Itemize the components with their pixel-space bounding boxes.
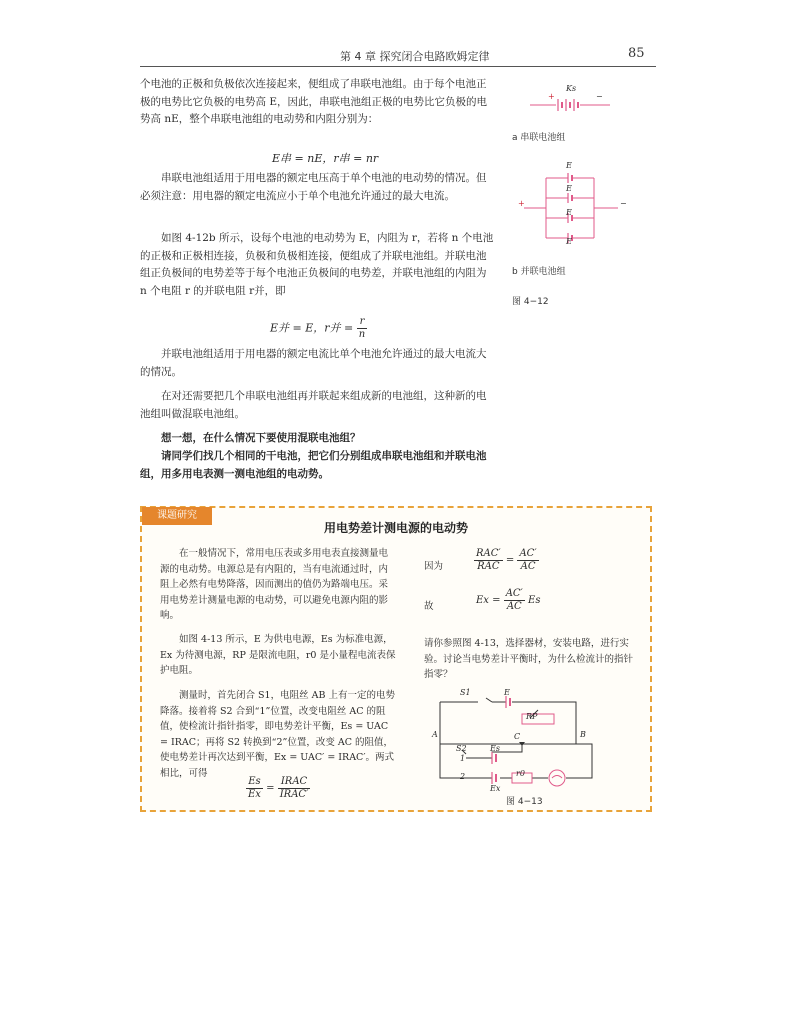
paragraph-mixed: 在对还需要把几个串联电池组再并联起来组成新的电池组，这种新的电池组叫做混联电池组。 (140, 390, 487, 420)
ratio-left-den: Ex (248, 789, 261, 800)
box-paragraph-procedure: 测量时，首先闭合 S1，电阻丝 AB 上有一定的电势降落。接着将 S2 合到“1”位置，改变电阻丝 AC 的阻值，使检流计指针指零，即电势差计平衡，Es = UAC = IRAC；再将 S2 转换到“2”位置，改变 AC 的阻值，使电势差计再次达到平衡，Ex = UAC′ = IRAC′。两式相比，可得 (160, 690, 395, 779)
fraction-denominator: n (358, 329, 366, 340)
ratio-right-num: IRAC (278, 776, 311, 789)
figure-4-13-caption: 图 4−13 (506, 797, 543, 807)
chapter-header: 第 4 章 探究闭合电路欧姆定律 (340, 50, 490, 63)
equals-sign: = (505, 555, 515, 566)
box-paragraph-figure: 如图 4-13 所示，E 为供电电源，Es 为标准电源，Ex 为待测电源，RP 是限流电阻，r0 是小量程电流表保护电阻。 (160, 634, 396, 676)
parallel-label-e-3: E (566, 208, 572, 217)
formula-parallel (270, 316, 367, 341)
parallel-label-e-1: E (566, 161, 572, 170)
circuit-label-rp: RP (526, 712, 538, 721)
ratio-right-fraction (278, 776, 311, 801)
ratio-left-fraction (246, 776, 263, 801)
because-right-num: AC′ (519, 548, 537, 559)
parallel-label-e-4: E (566, 237, 572, 246)
caption-parallel: b 并联电池组 (512, 267, 566, 277)
circuit-label-es: Es (490, 744, 500, 753)
paragraph-series-intro: 个电池的正极和负极依次连接起来，便组成了串联电池组。由于每个电池正极的电势比它负极的电势高 E，因此，串联电池组正极的电势比它负极的电势高 nE，整个串联电池组的电动势和内阻分别为： (140, 78, 488, 125)
formula-parallel-left: E并 = E，r并 = (270, 321, 354, 335)
so-label: 故 (424, 601, 434, 612)
parallel-label-e-2: E (566, 184, 572, 193)
box-formula-result (476, 588, 540, 613)
box-formula-ratio (246, 776, 310, 801)
because-left-den: RAC (477, 561, 500, 572)
caption-series: a 串联电池组 (512, 133, 566, 143)
research-title: 用电势差计测电源的电动势 (323, 521, 468, 535)
parallel-minus: − (620, 199, 627, 208)
circuit-label-b: B (580, 730, 586, 739)
paragraph-parallel-usage: 并联电池组适用于用电器的额定电流比单个电池允许通过的最大电流大的情况。 (140, 348, 487, 378)
circuit-label-ex: Ex (490, 784, 501, 793)
because-label: 因为 (424, 561, 444, 572)
circuit-label-a: A (432, 730, 438, 739)
ratio-left-num: Es (246, 776, 263, 789)
paragraph-series-usage: 串联电池组适用于用电器的额定电压高于单个电池的电动势的情况。但必须注意：用电器的额定电流应小于单个电池允许通过的最大电流。 (140, 172, 487, 202)
series-label-e: Ks (566, 84, 577, 93)
circuit-label-c: C (514, 732, 521, 741)
header-divider (140, 66, 656, 67)
series-minus: − (596, 92, 603, 101)
because-left-num: RAC′ (476, 548, 501, 559)
result-num: AC′ (505, 588, 523, 599)
box-formula-because (474, 548, 539, 573)
research-tag: 课题研究 (142, 507, 212, 525)
formula-parallel-fraction (357, 316, 367, 341)
circuit-label-r0: r0 (516, 769, 525, 778)
circuit-label-e: E (504, 688, 510, 697)
result-right: Es (528, 595, 541, 606)
result-left: Ex = (476, 595, 501, 606)
result-den: AC (506, 601, 522, 612)
parallel-plus: + (518, 199, 525, 208)
circuit-label-1: 1 (460, 754, 466, 763)
page-number: 85 (628, 46, 645, 61)
circuit-label-s1: S1 (460, 688, 471, 697)
because-right-fraction (517, 548, 538, 573)
fraction-numerator: r (357, 316, 367, 329)
activity-instruction: 请同学们找几个相同的干电池，把它们分别组成串联电池组和并联电池组，用多用电表测一测电池组的电动势。 (140, 450, 487, 480)
box-paragraph-task: 请你参照图 4-13，选择器材，安装电路，进行实验。讨论当电势差计平衡时，为什么检流计的指针指零？ (424, 638, 634, 680)
circuit-label-s2: S2 (456, 744, 467, 753)
figure-4-12-caption: 图 4−12 (512, 297, 549, 307)
equals-sign: = (266, 783, 275, 794)
series-plus: + (548, 92, 555, 101)
think-question: 想一想，在什么情况下要使用混联电池组？ (161, 432, 361, 444)
circuit-label-2: 2 (460, 772, 466, 781)
because-left-fraction (474, 548, 503, 573)
formula-series: E串 = nE，r串 = nr (272, 152, 379, 165)
because-right-den: AC (520, 561, 536, 572)
paragraph-parallel-intro: 如图 4-12b 所示，设每个电池的电动势为 E，内阻为 r，若将 n 个电池的正极和正极相连接，负极和负极相连接，便组成了并联电池组。并联电池组正负极间的电势差等于每个电池正负极间的电势差，并联电池组的内阻为 n 个电阻 r 的并联电阻 r并，即 (140, 232, 494, 297)
box-paragraph-intro: 在一般情况下，常用电压表或多用电表直接测量电源的电动势。电源总是有内阻的，当有电流通过时，内阻上必然有电势降落，因而测出的值仍为路端电压。采用电势差计测量电源的电动势，可以避免电源内阻的影响。 (160, 548, 389, 621)
ratio-right-den: IRAC′ (279, 789, 309, 800)
result-fraction (504, 588, 525, 613)
